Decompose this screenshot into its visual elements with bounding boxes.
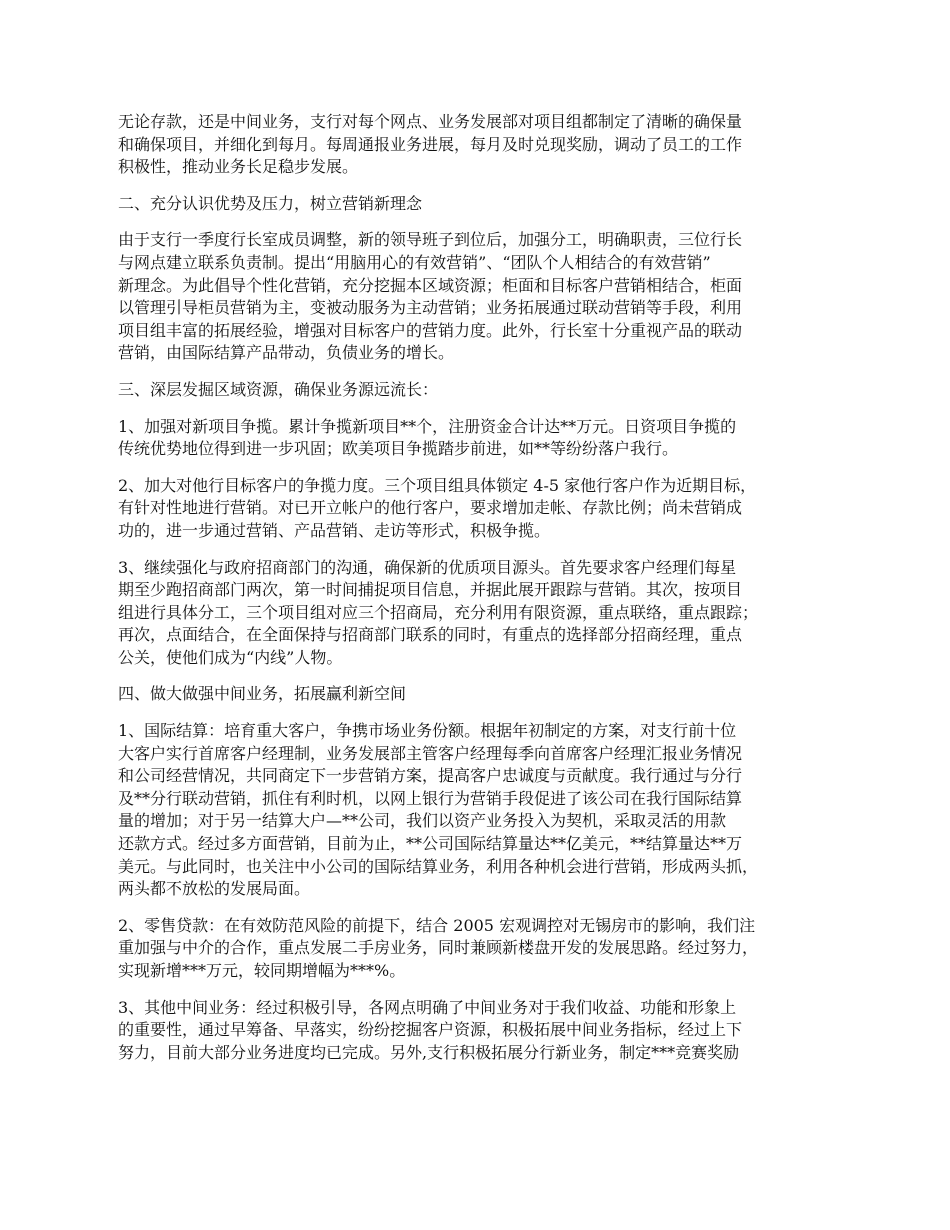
text-line: 的重要性，通过早筹备、早落实，纷纷挖掘客户资源，积极拓展中间业务指标，经过上下 [118, 1020, 743, 1040]
section-heading-three: 三、深层发掘区域资源，确保业务源远流长： [118, 379, 439, 399]
text-line: 还款方式。经过多方面营销，目前为止，**公司国际结算量达**亿美元，**结算量达**万 [118, 834, 743, 854]
text-line: 新理念。为此倡导个性化营销，充分挖掘本区域资源；柜面和目标客户营销相结合，柜面 [118, 275, 743, 295]
text-line: 公关，使他们成为“内线”人物。 [118, 647, 343, 667]
document-page [118, 111, 838, 1078]
text-line: 有针对性地进行营销。对已开立帐户的他行客户，要求增加走帐、存款比例；尚未营销成 [118, 498, 743, 518]
text-line: 3、继续强化与政府招商部门的沟通，确保新的优质项目源头。首先要求客户经理们每星 [118, 557, 737, 577]
text-line: 期至少跑招商部门两次，第一时间捕捉项目信息，并据此展开跟踪与营销。其次，按项目 [118, 580, 743, 600]
paragraph-item-4-2 [118, 915, 838, 983]
text-line: 2、零售贷款：在有效防范风险的前提下，结合 2005 宏观调控对无锡房市的影响，我们注 [118, 915, 756, 935]
text-line: 1、加强对新项目争揽。累计争揽新项目**个，注册资金合计达**万元。日资项目争揽的 [118, 416, 737, 436]
paragraph-marketing-concept [118, 229, 838, 365]
section-heading-four: 四、做大做强中间业务，拓展赢利新空间 [118, 684, 407, 704]
text-line: 大客户实行首席客户经理制，业务发展部主管客户经理每季向首席客户经理汇报业务情况 [118, 743, 743, 763]
text-line: 再次，点面结合，在全面保持与招商部门联系的同时，有重点的选择部分招商经理，重点 [118, 625, 743, 645]
text-line: 传统优势地位得到进一步巩固；欧美项目争揽踏步前进，如**等纷纷落户我行。 [118, 439, 679, 459]
text-line: 功的，进一步通过营销、产品营销、走访等形式，积极争揽。 [118, 520, 551, 540]
paragraph-item-3-2 [118, 475, 838, 543]
text-line: 两头都不放松的发展局面。 [118, 879, 311, 899]
text-line: 实现新增***万元，较同期增幅为***%。 [118, 961, 406, 980]
text-line: 营销，由国际结算产品带动，负债业务的增长。 [118, 343, 455, 363]
text-line: 与网点建立联系负责制。提出“用脑用心的有效营销”、“团队个人相结合的有效营销” [118, 252, 711, 272]
text-line: 1、国际结算：培育重大客户，争携市场业务份额。根据年初制定的方案，对支行前十位 [118, 721, 737, 741]
text-line: 2、加大对他行目标客户的争揽力度。三个项目组具体锁定 4-5 家他行客户作为近期目标， [118, 475, 757, 495]
text-line: 量的增加；对于另一结算大户—**公司，我们以资产业务投入为契机，采取灵活的用款 [118, 811, 727, 831]
text-line: 和公司经营情况，共同商定下一步营销方案，提高客户忠诚度与贡献度。我行通过与分行 [118, 766, 743, 786]
paragraph-item-3-3 [118, 557, 838, 670]
text-line: 3、其他中间业务：经过积极引导，各网点明确了中间业务对于我们收益、功能和形象上 [118, 997, 737, 1017]
section-heading-two: 二、充分认识优势及压力，树立营销新理念 [118, 193, 423, 213]
text-line: 积极性，推动业务长足稳步发展。 [118, 157, 359, 177]
text-line: 组进行具体分工，三个项目组对应三个招商局，充分利用有限资源，重点联络，重点跟踪； [118, 602, 759, 622]
text-line: 以管理引导柜员营销为主，变被动服务为主动营销；业务拓展通过联动营销等手段，利用 [118, 298, 743, 318]
text-line: 和确保项目，并细化到每月。每周通报业务进展，每月及时兑现奖励，调动了员工的工作 [118, 134, 743, 154]
text-line: 美元。与此同时，也关注中小公司的国际结算业务，利用各种机会进行营销，形成两头抓， [118, 856, 759, 876]
paragraph-item-4-3 [118, 997, 838, 1065]
text-line: 由于支行一季度行长室成员调整，新的领导班子到位后，加强分工，明确职责，三位行长 [118, 230, 743, 250]
text-line: 项目组丰富的拓展经验，增强对目标客户的营销力度。此外，行长室十分重视产品的联动 [118, 320, 743, 340]
text-line: 无论存款，还是中间业务，支行对每个网点、业务发展部对项目组都制定了清晰的确保量 [118, 112, 743, 131]
paragraph-item-3-1 [118, 416, 838, 461]
text-line: 努力，目前大部分业务进度均已完成。另外,支行积极拓展分行新业务，制定***竞赛奖励 [118, 1042, 740, 1062]
text-line: 及**分行联动营销，抓住有利时机，以网上银行为营销手段促进了该公司在我行国际结算 [118, 788, 743, 808]
text-line: 重加强与中介的合作，重点发展二手房业务，同时兼顾新楼盘开发的发展思路。经过努力， [118, 938, 759, 958]
paragraph-intro [118, 111, 838, 179]
paragraph-item-4-1 [118, 720, 838, 901]
